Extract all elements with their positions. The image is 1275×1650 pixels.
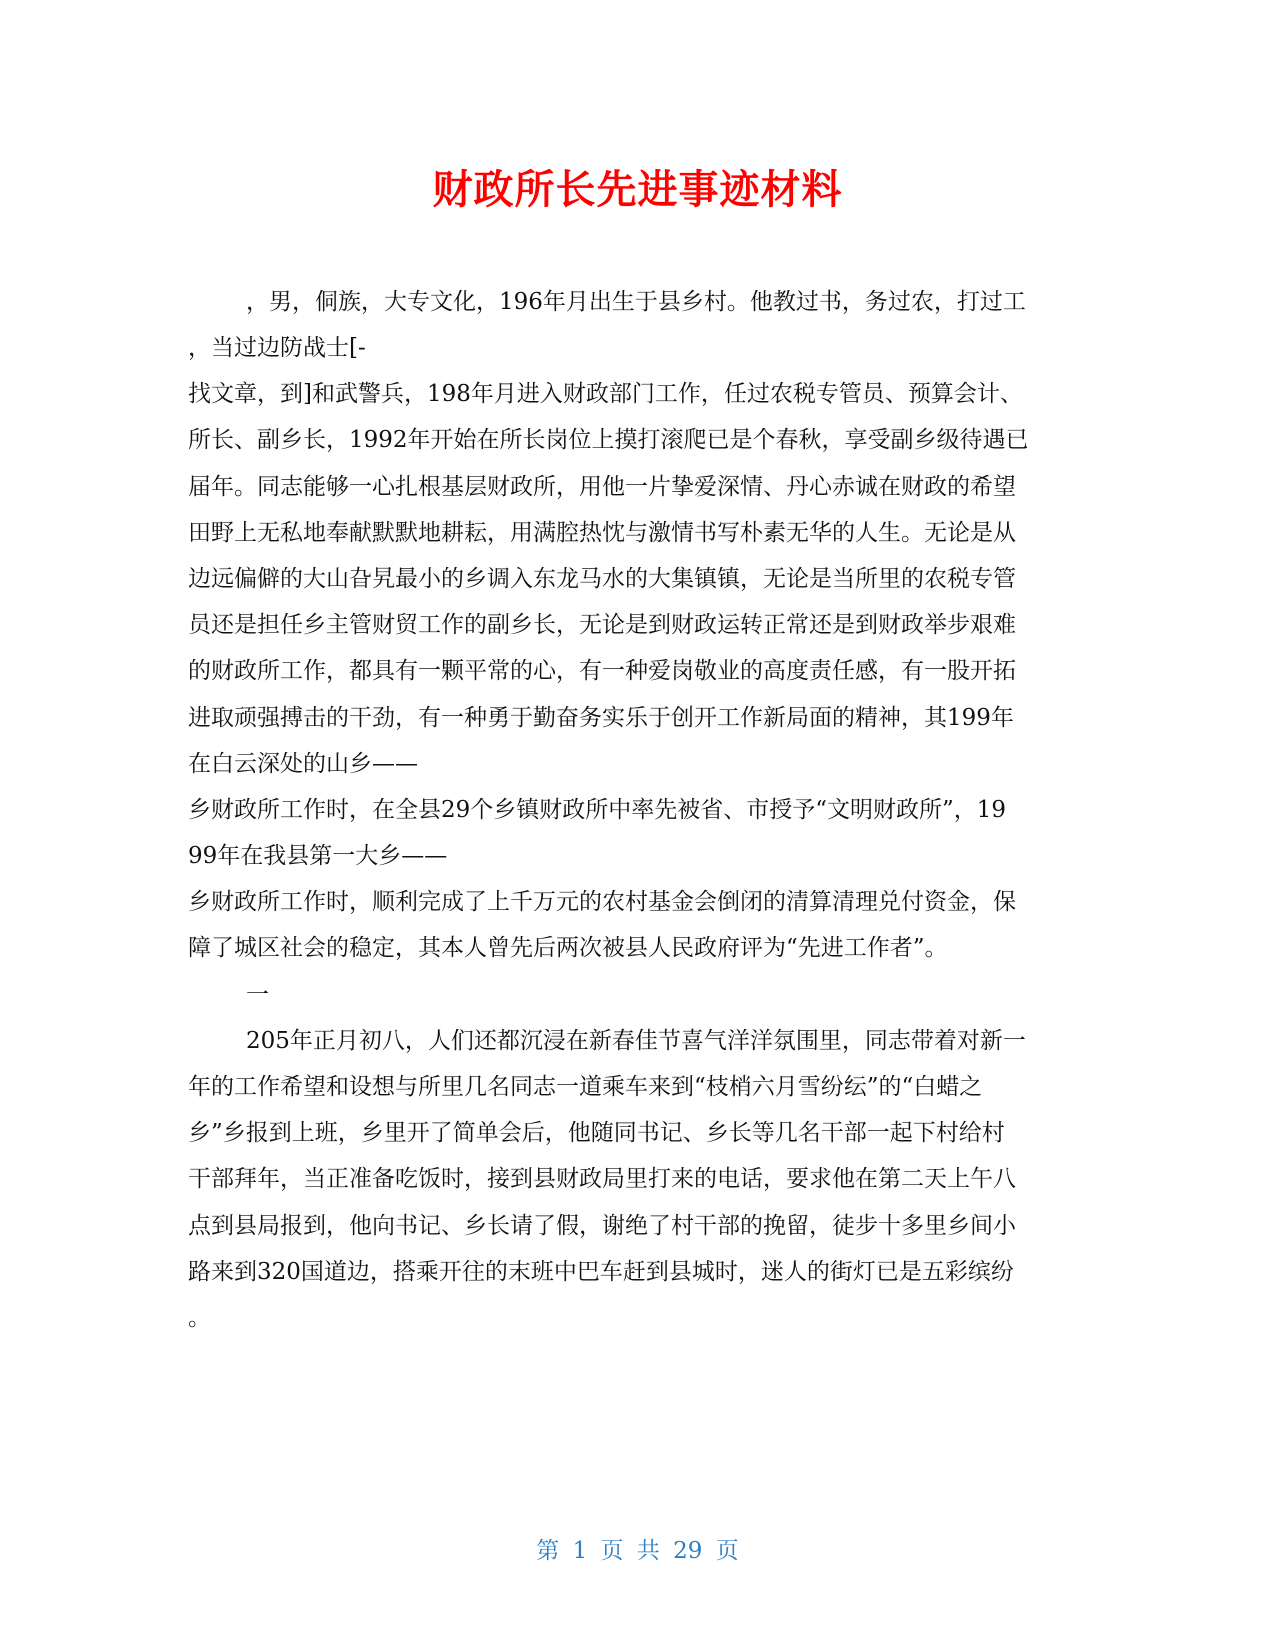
text-line: 。 [188, 1305, 211, 1331]
text-line: 路来到320国道边，搭乘开往的末班中巴车赶到县城时，迷人的街灯已是五彩缤纷 [188, 1259, 1014, 1285]
page-number-footer: 第 1 页 共 29 页 [536, 1538, 739, 1564]
text-line: 乡”乡报到上班，乡里开了简单会后，他随同书记、乡长等几名干部一起下村给村 [188, 1120, 1005, 1146]
text-line: 乡财政所工作时，顺利完成了上千万元的农村基金会倒闭的清算清理兑付资金，保 [188, 889, 1016, 915]
text-line: 员还是担任乡主管财贸工作的副乡长，无论是到财政运转正常还是到财政举步艰难 [188, 612, 1016, 638]
text-line: 99年在我县第一大乡—— [188, 843, 448, 869]
text-line: ，男，侗族，大专文化，196年月出生于县乡村。他教过书，务过农，打过工 [246, 289, 1026, 315]
text-line: 点到县局报到，他向书记、乡长请了假，谢绝了村干部的挽留，徒步十多里乡间小 [188, 1213, 1016, 1239]
text-line: 田野上无私地奉献默默地耕耘，用满腔热忱与激情书写朴素无华的人生。无论是从 [188, 520, 1016, 546]
text-line: 干部拜年，当正准备吃饭时，接到县财政局里打来的电话，要求他在第二天上午八 [188, 1166, 1016, 1192]
text-line: 届年。同志能够一心扎根基层财政所，用他一片挚爱深情、丹心赤诚在财政的希望 [188, 474, 1016, 500]
text-line: 障了城区社会的稳定，其本人曾先后两次被县人民政府评为“先进工作者”。 [188, 935, 948, 961]
text-line: 205年正月初八，人们还都沉浸在新春佳节喜气洋洋氛围里，同志带着对新一 [246, 1028, 1026, 1054]
text-line: 的财政所工作，都具有一颗平常的心，有一种爱岗敬业的高度责任感，有一股开拓 [188, 658, 1016, 684]
text-line: 边远偏僻的大山旮旯最小的乡调入东龙马水的大集镇镇，无论是当所里的农税专管 [188, 566, 1016, 592]
text-line: ，当过边防战士[- [188, 335, 366, 361]
text-line: 进取顽强搏击的干劲，有一种勇于勤奋务实乐于创开工作新局面的精神，其199年 [188, 705, 1014, 731]
text-line: 乡财政所工作时，在全县29个乡镇财政所中率先被省、市授予“文明财政所”，19 [188, 797, 1007, 823]
text-line: 找文章，到]和武警兵，198年月进入财政部门工作，任过农税专管员、预算会计、 [188, 381, 1023, 407]
text-line: 在白云深处的山乡—— [188, 751, 418, 777]
document-title: 财政所长先进事迹材料 [432, 167, 843, 213]
text-line: 年的工作希望和设想与所里几名同志一道乘车来到“枝梢六月雪纷纭”的“白蜡之 [188, 1074, 983, 1100]
text-line: 所长、副乡长，1992年开始在所长岗位上摸打滚爬已是个春秋，享受副乡级待遇已 [188, 427, 1029, 453]
section-marker: 一 [246, 982, 269, 1008]
